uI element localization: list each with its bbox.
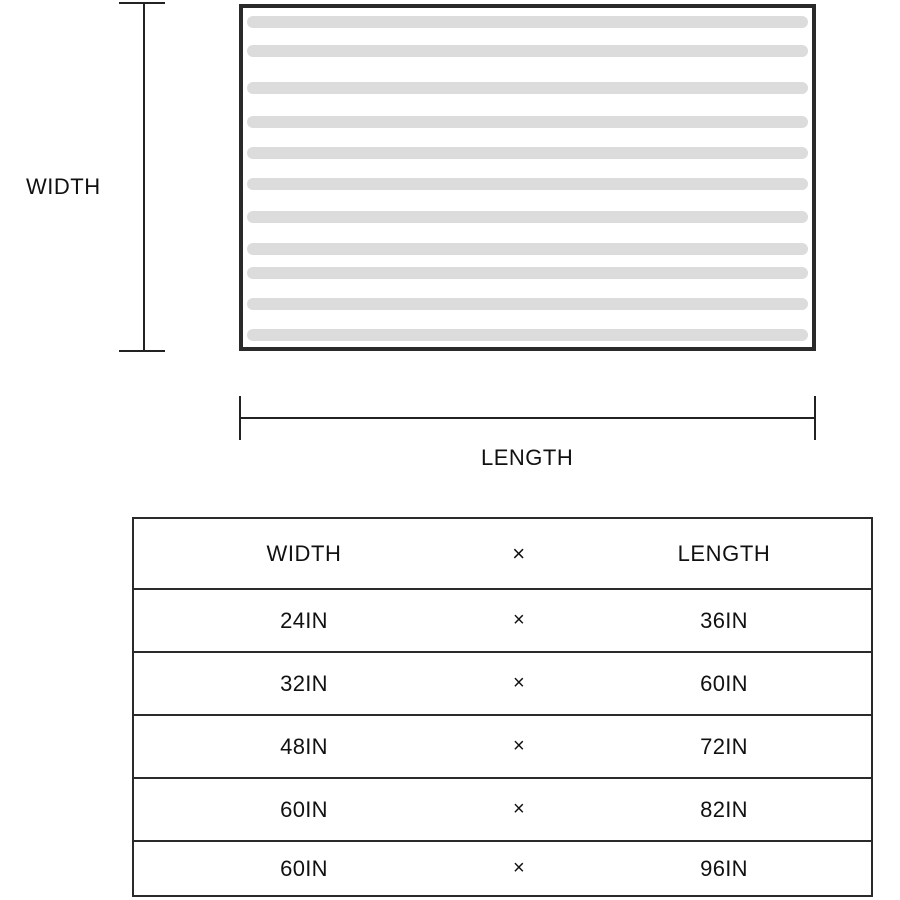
rug-stripe: [247, 45, 808, 57]
row-times-symbol: ×: [513, 798, 525, 820]
row-times-symbol: ×: [513, 857, 525, 879]
table-row: [134, 653, 871, 716]
row-length: 36IN: [700, 607, 748, 633]
length-dimension-label: LENGTH: [481, 445, 574, 470]
table-row: [134, 716, 871, 779]
rug-stripe: [247, 178, 808, 190]
row-length: 60IN: [700, 670, 748, 696]
header-times-symbol: ×: [512, 540, 526, 566]
table-row: [134, 842, 871, 895]
table-header-row: [134, 519, 871, 590]
rug-diagram: [239, 4, 816, 351]
width-dimension-bottom-cap: [119, 350, 165, 352]
rug-stripe: [247, 116, 808, 128]
rug-stripe: [247, 16, 808, 28]
rug-stripe: [247, 147, 808, 159]
row-width: 32IN: [280, 670, 328, 696]
rug-stripe: [247, 298, 808, 310]
rug-stripe: [247, 329, 808, 341]
row-width: 60IN: [280, 855, 328, 881]
rug-stripe: [247, 211, 808, 223]
length-dimension-right-cap: [814, 396, 816, 440]
rug-stripe: [247, 82, 808, 94]
row-times-symbol: ×: [513, 735, 525, 757]
width-dimension-top-cap: [119, 2, 165, 4]
row-times-symbol: ×: [513, 672, 525, 694]
table-row: [134, 779, 871, 842]
header-length: LENGTH: [677, 540, 771, 566]
width-dimension-line: [143, 3, 145, 352]
row-width: 24IN: [280, 607, 328, 633]
size-table: [132, 517, 873, 897]
row-width: 48IN: [280, 733, 328, 759]
row-times-symbol: ×: [513, 609, 525, 631]
row-length: 96IN: [700, 855, 748, 881]
rug-stripe: [247, 267, 808, 279]
width-dimension-label: WIDTH: [26, 174, 101, 199]
length-dimension-left-cap: [239, 396, 241, 440]
row-width: 60IN: [280, 796, 328, 822]
table-row: [134, 590, 871, 653]
rug-stripe: [247, 243, 808, 255]
length-dimension-line: [240, 417, 816, 419]
header-width: WIDTH: [266, 540, 342, 566]
row-length: 72IN: [700, 733, 748, 759]
row-length: 82IN: [700, 796, 748, 822]
